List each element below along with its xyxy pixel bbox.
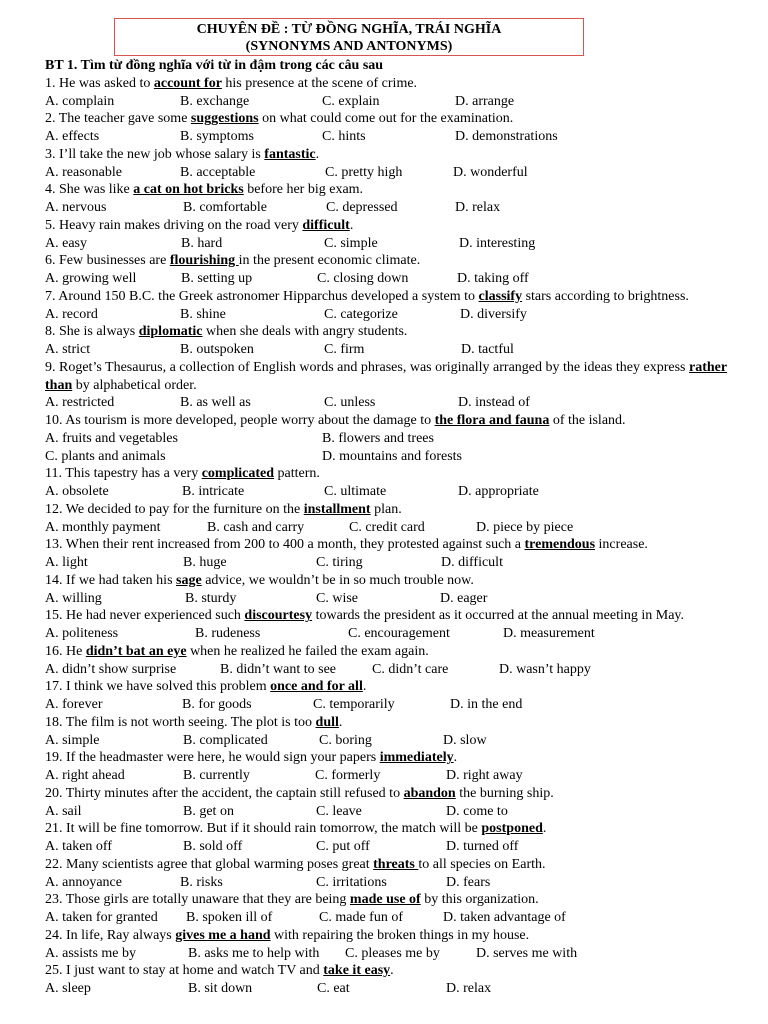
question-text: plan. bbox=[370, 501, 402, 517]
target-phrase: account for bbox=[153, 75, 222, 91]
answer-option[interactable]: D. taking off bbox=[457, 271, 529, 286]
question-21-options bbox=[45, 838, 757, 856]
question-7-stem bbox=[45, 288, 757, 306]
answer-option[interactable]: D. difficult bbox=[441, 555, 503, 570]
answer-option[interactable]: A. fruits and vegetables bbox=[45, 430, 178, 446]
question-18-options bbox=[45, 732, 757, 750]
answer-option[interactable]: D. piece by piece bbox=[476, 519, 574, 535]
answer-option[interactable]: C. depressed bbox=[326, 200, 398, 215]
question-text: . bbox=[453, 750, 458, 766]
question-text: when he realized he failed the exam again. bbox=[186, 643, 429, 659]
question-text: . bbox=[542, 821, 547, 837]
target-phrase: dull bbox=[315, 714, 339, 730]
target-phrase: take it easy bbox=[323, 963, 391, 979]
answer-option[interactable]: A. annoyance bbox=[45, 874, 122, 890]
answer-option[interactable]: B. exchange bbox=[180, 93, 250, 109]
question-text: . bbox=[315, 146, 320, 162]
answer-option[interactable]: D. turned off bbox=[446, 839, 519, 854]
question-19-stem bbox=[45, 749, 757, 767]
exercise-heading: BT 1. Tìm từ đồng nghĩa với từ in đậm trong các câu sau bbox=[45, 58, 384, 73]
answer-option[interactable]: A. restricted bbox=[45, 395, 115, 411]
document-subtitle: (SYNONYMS AND ANTONYMS) bbox=[245, 39, 453, 54]
target-phrase: the flora and fauna bbox=[434, 413, 550, 428]
answer-option[interactable]: C. explain bbox=[322, 93, 380, 109]
question-3-stem bbox=[45, 146, 757, 164]
answer-option[interactable]: C. categorize bbox=[324, 306, 398, 322]
question-text: Those girls are totally unaware that they are being bbox=[65, 892, 350, 908]
answer-option[interactable]: B. asks me to help with bbox=[188, 945, 320, 961]
answer-option[interactable]: B. spoken ill of bbox=[186, 910, 273, 925]
target-phrase: tremendous bbox=[524, 537, 596, 553]
question-text: of the island. bbox=[549, 413, 626, 428]
answer-option[interactable]: D. come to bbox=[446, 803, 508, 819]
question-text: This tapestry has a very bbox=[65, 466, 202, 482]
answer-option[interactable]: A. politeness bbox=[45, 626, 119, 641]
question-number: 15. bbox=[45, 608, 63, 624]
answer-option[interactable]: C. didn’t care bbox=[372, 661, 449, 677]
answer-option[interactable]: C. pleases me by bbox=[345, 945, 440, 961]
question-text: As tourism is more developed, people worry about the damage to bbox=[65, 413, 435, 428]
answer-option[interactable]: D. serves me with bbox=[476, 945, 578, 961]
question-23-stem bbox=[45, 891, 757, 909]
answer-option[interactable]: B. shine bbox=[180, 306, 226, 322]
question-number: 13. bbox=[45, 537, 63, 553]
question-text: If the headmaster were here, he would sign your papers bbox=[66, 750, 380, 766]
answer-option[interactable]: B. complicated bbox=[183, 732, 268, 748]
question-number: 24. bbox=[45, 927, 63, 943]
target-phrase: flourishing bbox=[169, 253, 239, 269]
answer-option[interactable]: D. relax bbox=[455, 200, 501, 215]
question-8-options bbox=[45, 341, 757, 359]
answer-option[interactable]: A. growing well bbox=[45, 271, 137, 286]
answer-option[interactable]: D. eager bbox=[440, 590, 488, 606]
question-text: on what could come out for the examination. bbox=[258, 111, 514, 127]
question-text: his presence at the scene of crime. bbox=[221, 75, 418, 91]
answer-option[interactable]: A. effects bbox=[45, 129, 100, 144]
answer-option[interactable]: C. credit card bbox=[349, 519, 425, 535]
answer-option[interactable]: B. get on bbox=[183, 803, 234, 819]
question-number: 12. bbox=[45, 501, 63, 517]
answer-option[interactable]: C. firm bbox=[324, 342, 365, 357]
answer-option[interactable]: C. simple bbox=[324, 235, 378, 251]
question-text: advice, we wouldn’t be in so much trouble now. bbox=[201, 572, 474, 588]
answer-option[interactable]: A. easy bbox=[45, 235, 87, 251]
question-24-options bbox=[45, 945, 757, 963]
question-12-stem bbox=[45, 501, 757, 519]
question-text: Few businesses are bbox=[59, 253, 170, 269]
question-1-stem bbox=[45, 75, 757, 93]
question-24-stem bbox=[45, 927, 757, 945]
question-8-stem bbox=[45, 323, 757, 341]
question-18-stem bbox=[45, 714, 757, 732]
question-text: We decided to pay for the furniture on the bbox=[65, 501, 304, 517]
answer-option[interactable]: C. pretty high bbox=[325, 164, 403, 180]
question-text: Roget’s Thesaurus, a collection of English words and phrases, was originally arranged by the ideas they express bbox=[59, 359, 689, 375]
answer-option[interactable]: C. closing down bbox=[317, 271, 409, 286]
answer-option[interactable]: A. taken off bbox=[45, 839, 112, 854]
answer-option[interactable]: A. forever bbox=[45, 697, 103, 712]
target-phrase: diplomatic bbox=[138, 324, 203, 340]
question-9-options bbox=[45, 394, 757, 412]
answer-option[interactable]: A. obsolete bbox=[45, 484, 109, 499]
answer-option[interactable]: C. encouragement bbox=[348, 626, 450, 641]
question-number: 14. bbox=[45, 572, 63, 588]
question-text: When their rent increased from 200 to 400 a month, they protested against such a bbox=[65, 537, 525, 553]
question-20-options bbox=[45, 803, 757, 821]
answer-option[interactable]: B. huge bbox=[183, 555, 227, 570]
question-3-options bbox=[45, 164, 757, 182]
target-phrase: discourtesy bbox=[244, 608, 313, 624]
target-phrase: postponed bbox=[481, 821, 543, 837]
question-25-stem bbox=[45, 962, 757, 980]
answer-option[interactable]: C. leave bbox=[316, 803, 362, 819]
question-20-stem bbox=[45, 785, 757, 803]
answer-option[interactable]: D. appropriate bbox=[458, 484, 539, 499]
answer-option[interactable]: B. sit down bbox=[188, 981, 253, 996]
answer-option[interactable]: B. as well as bbox=[180, 395, 251, 411]
question-text: I’ll take the new job whose salary is bbox=[59, 146, 265, 162]
question-text: before her big exam. bbox=[243, 182, 364, 198]
question-text: when she deals with angry students. bbox=[202, 324, 408, 340]
question-number: 2. bbox=[45, 111, 56, 127]
answer-option[interactable]: A. simple bbox=[45, 732, 100, 748]
question-text: the burning ship. bbox=[455, 785, 554, 801]
question-text: to all species on Earth. bbox=[418, 856, 546, 872]
question-number: 10. bbox=[45, 413, 63, 428]
question-number: 6. bbox=[45, 253, 56, 269]
question-text: It will be fine tomorrow. But if it should rain tomorrow, the match will be bbox=[66, 821, 482, 837]
answer-option[interactable]: C. temporarily bbox=[313, 697, 395, 712]
answer-option[interactable]: B. flowers and trees bbox=[322, 430, 434, 446]
answer-option[interactable]: B. outspoken bbox=[180, 342, 254, 357]
question-text: towards the president as it occurred at the annual meeting in May. bbox=[312, 608, 685, 624]
answer-option[interactable]: A. nervous bbox=[45, 200, 107, 215]
question-number: 21. bbox=[45, 821, 63, 837]
answer-option[interactable]: A. didn’t show surprise bbox=[45, 661, 177, 677]
question-number: 16. bbox=[45, 643, 63, 659]
question-text: in the present economic climate. bbox=[238, 253, 421, 269]
question-text: In life, Ray always bbox=[66, 927, 176, 943]
answer-option[interactable]: D. wonderful bbox=[453, 164, 528, 180]
answer-option[interactable]: C. unless bbox=[324, 395, 376, 411]
question-text: Many scientists agree that global warming poses great bbox=[66, 856, 374, 872]
answer-option[interactable]: D. wasn’t happy bbox=[499, 661, 591, 677]
question-text: I just want to stay at home and watch TV and bbox=[66, 963, 324, 979]
target-phrase: didn’t bat an eye bbox=[85, 643, 187, 659]
question-5-stem bbox=[45, 217, 757, 235]
answer-option[interactable]: C. eat bbox=[317, 981, 350, 996]
question-number: 18. bbox=[45, 714, 63, 730]
question-11-options bbox=[45, 483, 757, 501]
answer-option[interactable]: A. monthly payment bbox=[45, 519, 161, 535]
answer-option[interactable]: D. arrange bbox=[455, 93, 515, 109]
question-17-options bbox=[45, 696, 757, 714]
question-12-options bbox=[45, 519, 757, 537]
target-phrase: gives me a hand bbox=[175, 927, 271, 943]
question-7-options bbox=[45, 306, 757, 324]
target-phrase: fantastic bbox=[264, 146, 316, 162]
question-number: 23. bbox=[45, 892, 63, 908]
answer-option[interactable]: B. sold off bbox=[183, 839, 243, 854]
question-text: She is always bbox=[59, 324, 139, 340]
answer-option[interactable]: D. demonstrations bbox=[455, 129, 558, 144]
answer-option[interactable]: C. tiring bbox=[316, 555, 363, 570]
question-text: Thirty minutes after the accident, the captain still refused to bbox=[65, 785, 404, 801]
question-23-options bbox=[45, 909, 757, 927]
target-phrase: threats bbox=[373, 856, 419, 872]
answer-option[interactable]: A. reasonable bbox=[45, 164, 122, 180]
question-text: He had never experienced such bbox=[66, 608, 245, 624]
question-11-stem bbox=[45, 465, 757, 483]
question-text: Around 150 B.C. the Greek astronomer Hipparchus developed a system to bbox=[58, 288, 479, 304]
answer-option[interactable]: B. risks bbox=[180, 874, 223, 890]
question-10-options bbox=[45, 448, 757, 466]
answer-option[interactable]: A. record bbox=[45, 306, 98, 322]
question-6-stem bbox=[45, 252, 757, 270]
question-number: 5. bbox=[45, 217, 56, 233]
target-phrase: classify bbox=[478, 288, 523, 304]
question-15-stem bbox=[45, 607, 757, 625]
answer-option[interactable]: C. irritations bbox=[316, 874, 387, 890]
question-5-options bbox=[45, 235, 757, 253]
question-number: 17. bbox=[45, 679, 63, 695]
question-16-options bbox=[45, 661, 757, 679]
question-number: 8. bbox=[45, 324, 56, 340]
question-number: 25. bbox=[45, 963, 63, 979]
question-text: He was asked to bbox=[59, 75, 154, 91]
answer-option[interactable]: A. right ahead bbox=[45, 768, 125, 783]
question-17-stem bbox=[45, 678, 757, 696]
answer-option[interactable]: B. sturdy bbox=[185, 590, 237, 606]
target-phrase: sage bbox=[176, 572, 202, 588]
answer-option[interactable]: B. comfortable bbox=[183, 200, 267, 215]
question-13-stem bbox=[45, 536, 757, 554]
question-text: I think we have solved this problem bbox=[66, 679, 271, 695]
answer-option[interactable]: B. didn’t want to see bbox=[220, 661, 337, 677]
question-15-options bbox=[45, 625, 757, 643]
question-2-options bbox=[45, 128, 757, 146]
question-text: She was like bbox=[59, 182, 134, 198]
answer-option[interactable]: D. relax bbox=[446, 981, 492, 996]
answer-option[interactable]: C. ultimate bbox=[324, 484, 387, 499]
question-number: 11. bbox=[45, 466, 62, 482]
answer-option[interactable]: D. slow bbox=[443, 732, 487, 748]
question-9-stem bbox=[45, 359, 757, 395]
target-phrase: made use of bbox=[349, 892, 421, 908]
question-19-options bbox=[45, 767, 757, 785]
answer-option[interactable]: A. willing bbox=[45, 590, 102, 606]
question-number: 7. bbox=[45, 288, 56, 304]
document-title-box bbox=[114, 18, 584, 56]
question-10-stem bbox=[45, 412, 757, 430]
answer-option[interactable]: D. fears bbox=[446, 874, 491, 890]
question-text: Heavy rain makes driving on the road very bbox=[59, 217, 303, 233]
question-21-stem bbox=[45, 820, 757, 838]
question-text: The film is not worth seeing. The plot is too bbox=[65, 714, 316, 730]
question-number: 9. bbox=[45, 359, 56, 375]
answer-option[interactable]: B. setting up bbox=[181, 271, 253, 286]
question-text: The teacher gave some bbox=[58, 111, 191, 127]
question-text: pattern. bbox=[274, 466, 320, 482]
answer-option[interactable]: C. wise bbox=[316, 590, 358, 606]
target-phrase: installment bbox=[303, 501, 371, 517]
answer-option[interactable]: A. light bbox=[45, 555, 88, 570]
question-number: 19. bbox=[45, 750, 63, 766]
answer-option[interactable]: D. taken advantage of bbox=[443, 910, 566, 925]
answer-option[interactable]: B. rudeness bbox=[195, 626, 261, 641]
question-10-options bbox=[45, 430, 757, 448]
target-phrase: abandon bbox=[403, 785, 456, 801]
question-text: by this organization. bbox=[420, 892, 539, 908]
target-phrase: immediately bbox=[379, 750, 454, 766]
question-text: stars according to brightness. bbox=[522, 288, 689, 304]
document-title: CHUYÊN ĐỀ : TỪ ĐỒNG NGHĨA, TRÁI NGHĨA bbox=[196, 22, 502, 37]
target-phrase: a cat on hot bricks bbox=[133, 182, 244, 198]
question-text: . bbox=[390, 963, 394, 979]
question-text: He bbox=[66, 643, 86, 659]
target-phrase: rather than bbox=[45, 359, 728, 393]
question-4-options bbox=[45, 199, 757, 217]
target-phrase: once and for all bbox=[270, 679, 363, 695]
question-number: 1. bbox=[45, 75, 56, 91]
answer-option[interactable]: A. sail bbox=[45, 803, 82, 819]
answer-option[interactable]: D. diversify bbox=[460, 306, 527, 322]
question-text: . bbox=[338, 714, 343, 730]
question-text: If we had taken his bbox=[66, 572, 177, 588]
answer-option[interactable]: B. acceptable bbox=[180, 164, 256, 180]
answer-option[interactable]: B. cash and carry bbox=[207, 519, 305, 535]
answer-option[interactable]: B. symptoms bbox=[180, 129, 254, 144]
question-6-options bbox=[45, 270, 757, 288]
answer-option[interactable]: A. taken for granted bbox=[45, 910, 158, 925]
answer-option[interactable]: B. for goods bbox=[182, 697, 252, 712]
answer-option[interactable]: C. made fun of bbox=[319, 910, 403, 925]
answer-option[interactable]: C. put off bbox=[316, 839, 370, 854]
answer-option[interactable]: B. currently bbox=[183, 768, 250, 783]
answer-option[interactable]: D. in the end bbox=[450, 697, 523, 712]
question-text: with repairing the broken things in my house. bbox=[270, 927, 530, 943]
question-25-options bbox=[45, 980, 757, 998]
target-phrase: suggestions bbox=[190, 111, 259, 127]
question-22-stem bbox=[45, 856, 757, 874]
answer-option[interactable]: D. mountains and forests bbox=[322, 448, 462, 464]
answer-option[interactable]: B. intricate bbox=[182, 484, 245, 499]
answer-option[interactable]: D. measurement bbox=[503, 626, 595, 641]
question-number: 4. bbox=[45, 182, 56, 198]
question-1-options bbox=[45, 93, 757, 111]
question-14-options bbox=[45, 590, 757, 608]
question-text: by alphabetical order. bbox=[72, 377, 197, 393]
question-number: 3. bbox=[45, 146, 56, 162]
answer-option[interactable]: D. tactful bbox=[461, 342, 514, 357]
answer-option[interactable]: C. hints bbox=[322, 129, 366, 144]
question-number: 20. bbox=[45, 785, 63, 801]
answer-option[interactable]: D. interesting bbox=[459, 235, 536, 251]
answer-option[interactable]: C. boring bbox=[319, 732, 372, 748]
question-16-stem bbox=[45, 643, 757, 661]
target-phrase: complicated bbox=[201, 466, 275, 482]
answer-option[interactable]: D. instead of bbox=[458, 395, 530, 411]
question-2-stem bbox=[45, 110, 757, 128]
question-14-stem bbox=[45, 572, 757, 590]
answer-option[interactable]: C. formerly bbox=[315, 768, 381, 783]
answer-option[interactable]: A. assists me by bbox=[45, 945, 136, 961]
answer-option[interactable]: A. strict bbox=[45, 342, 91, 357]
question-4-stem bbox=[45, 181, 757, 199]
answer-option[interactable]: A. complain bbox=[45, 93, 115, 109]
question-number: 22. bbox=[45, 856, 63, 872]
answer-option[interactable]: C. plants and animals bbox=[45, 448, 166, 464]
target-phrase: difficult bbox=[302, 217, 350, 233]
question-13-options bbox=[45, 554, 757, 572]
question-text: . bbox=[349, 217, 354, 233]
answer-option[interactable]: A. sleep bbox=[45, 981, 91, 996]
answer-option[interactable]: D. right away bbox=[446, 768, 523, 783]
question-22-options bbox=[45, 874, 757, 892]
question-text: increase. bbox=[595, 537, 648, 553]
answer-option[interactable]: B. hard bbox=[181, 235, 223, 251]
exercise-content bbox=[45, 57, 757, 998]
question-text: . bbox=[362, 679, 367, 695]
